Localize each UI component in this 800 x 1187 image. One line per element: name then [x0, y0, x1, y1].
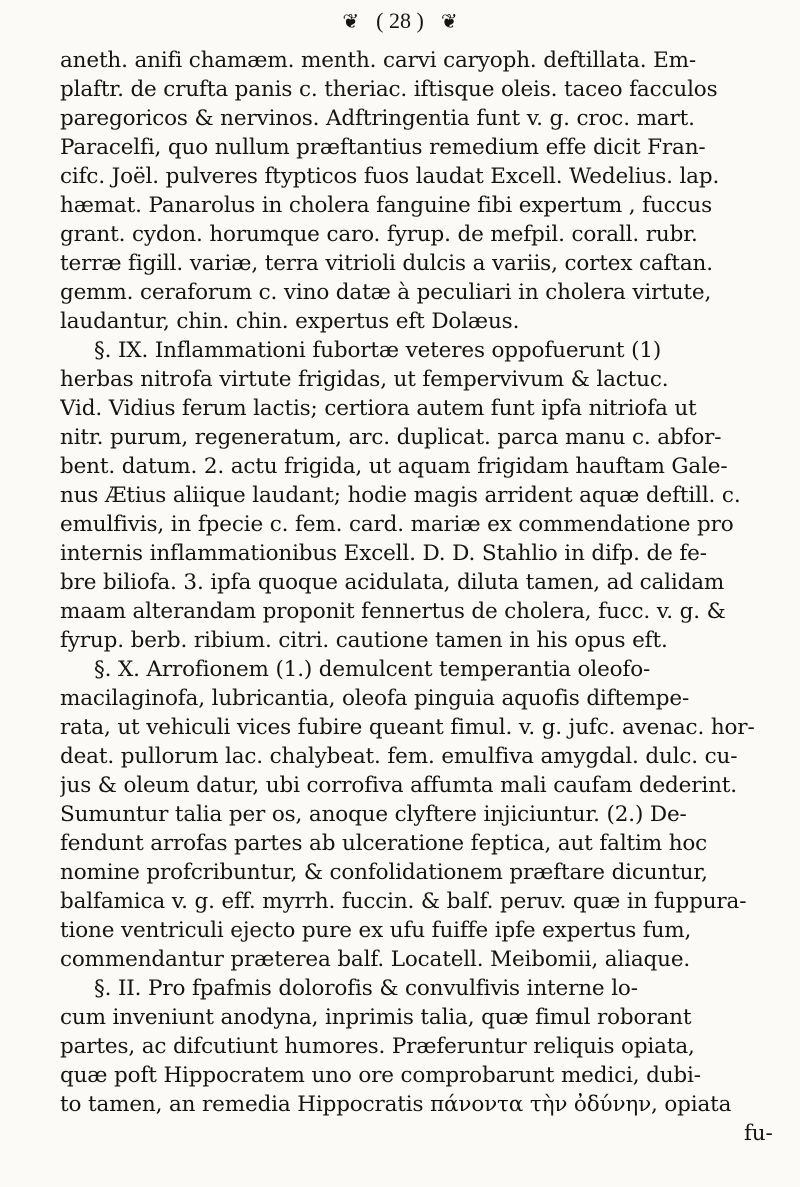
ornament-left-icon: ❦ [342, 9, 360, 33]
text-line: internis inflammationibus Excell. D. D. Stahlio in difp. de fe- [60, 541, 707, 566]
text-line: hæmat. Panarolus in cholera fanguine fibi expertum , fuccus [60, 193, 713, 218]
text-line: gemm. ceraforum c. vino datæ à peculiari in cholera virtute, [60, 280, 712, 305]
text-line: jus & oleum datur, ubi corrofiva affumta mali caufam dederint. [60, 773, 737, 798]
text-line: herbas nitrofa virtute frigidas, ut fempervivum & lactuc. [60, 367, 669, 392]
text-line: deat. pullorum lac. chalybeat. fem. emulfiva amygdal. dulc. cu- [60, 744, 738, 769]
text-line: cifc. Joël. pulveres ftypticos fuos laudat Excell. Wedelius. lap. [60, 164, 720, 189]
text-line: paregoricos & nervinos. Adftringentia funt v. g. croc. mart. [60, 106, 695, 131]
text-line: commendantur præterea balf. Locatell. Meibomii, aliaque. [60, 947, 691, 972]
text-line: quæ poft Hippocratem uno ore comprobarunt medici, dubi- [60, 1063, 701, 1088]
text-line: Vid. Vidius ferum lactis; certiora autem funt ipfa nitriofa ut [60, 396, 697, 421]
text-line: fyrup. berb. ribium. citri. cautione tamen in his opus eft. [60, 628, 668, 653]
body-text [60, 46, 800, 1148]
text-line: maam alterandam proponit fennertus de cholera, fucc. v. g. & [60, 599, 726, 624]
text-line: nomine profcribuntur, & confolidationem præftare dicuntur, [60, 860, 708, 885]
text-line: partes, ac difcutiunt humores. Præferuntur reliquis opiata, [60, 1034, 695, 1059]
page-header [0, 6, 800, 36]
text-line: Paracelfi, quo nullum præftantius remedium effe dicit Fran- [60, 135, 706, 160]
text-line: terræ figill. variæ, terra vitrioli dulcis a variis, cortex caftan. [60, 251, 713, 276]
ornament-right-icon: ❦ [440, 9, 458, 33]
text-line: tione ventriculi ejecto pure ex ufu fuiffe ipfe expertus fum, [60, 918, 692, 943]
paragraph-start-line: §. X. Arrofionem (1.) demulcent temperantia oleofo- [94, 657, 651, 682]
text-line: to tamen, an remedia Hippocratis πάνοντα τὴν ὀδύνην, opiata [60, 1092, 732, 1117]
catchword: fu- [744, 1121, 773, 1146]
text-line: aneth. anifi chamæm. menth. carvi caryoph. deftillata. Em- [60, 48, 697, 73]
text-line: nitr. purum, regeneratum, arc. duplicat. parca manu c. abfor- [60, 425, 722, 450]
text-line: fendunt arrofas partes ab ulceratione feptica, aut faltim hoc [60, 831, 708, 856]
text-line: grant. cydon. horumque caro. fyrup. de mefpil. corall. rubr. [60, 222, 698, 247]
paragraph-start-line: §. II. Pro fpafmis dolorofis & convulfivis interne lo- [94, 976, 638, 1001]
text-line: cum inveniunt anodyna, inprimis talia, quæ fimul roborant [60, 1005, 692, 1030]
text-line: balfamica v. g. eff. myrrh. fuccin. & balf. peruv. quæ in fuppura- [60, 889, 747, 914]
text-line: emulfivis, in fpecie c. fem. card. mariæ ex commendatione pro [60, 512, 734, 537]
page-number: ( 28 ) [376, 8, 424, 33]
text-line: laudantur, chin. chin. expertus eft Dolæus. [60, 309, 520, 334]
text-line: plaftr. de crufta panis c. theriac. iftisque oleis. taceo facculos [60, 77, 718, 102]
text-line: bre biliofa. 3. ipfa quoque acidulata, diluta tamen, ad calidam [60, 570, 725, 595]
text-line: rata, ut vehiculi vices fubire queant fimul. v. g. jufc. avenac. hor- [60, 715, 755, 740]
text-line: Sumuntur talia per os, anoque clyftere injiciuntur. (2.) De- [60, 802, 687, 827]
paragraph-start-line: §. IX. Inflammationi fubortæ veteres oppofuerunt (1) [94, 338, 662, 363]
text-line: nus Ætius aliique laudant; hodie magis arrident aquæ deftill. c. [60, 483, 741, 508]
text-line: bent. datum. 2. actu frigida, ut aquam frigidam hauftam Gale- [60, 454, 728, 479]
text-line: macilaginofa, lubricantia, oleofa pinguia aquofis diftempe- [60, 686, 690, 711]
